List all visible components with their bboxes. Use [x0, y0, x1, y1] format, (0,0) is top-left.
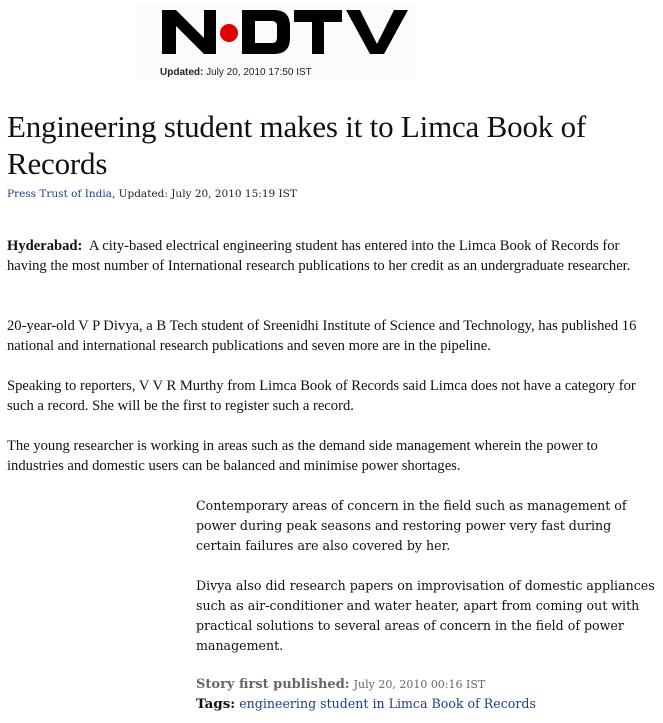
masthead-updated-label: Updated: — [160, 67, 204, 78]
paragraph-text: A city-based electrical engineering student has entered into the Limca Book of Records for having the most number of International research publications to her credit as an undergraduate researcher. — [7, 238, 631, 274]
ndtv-logo-graphic — [162, 8, 408, 56]
masthead-updated — [160, 67, 312, 78]
article-paragraph: Divya also did research papers on improvisation of domestic appliances such as air-conditioner and water heater, apart from coming out with practical solutions to several areas of concern in the field of power management. — [196, 578, 655, 653]
article-paragraph: Contemporary areas of concern in the field such as management of power during peak seasons and restoring power very fast during certain failures are also covered by her. — [196, 498, 627, 553]
tags-label: Tags: — [196, 696, 236, 712]
article-paragraph: The young researcher is working in areas such as the demand side management wherein the power to industries and domestic users can be balanced and minimise power shortages. — [7, 438, 598, 474]
logo-letter-d — [242, 10, 290, 54]
tag-link[interactable]: engineering student in Limca Book of Records — [239, 696, 536, 711]
article-dateline: Hyderabad: — [7, 238, 83, 254]
article-paragraph: Speaking to reporters, V V R Murthy from Limca Book of Records said Limca does not have a category for such a record. She will be the first to register such a record. — [7, 378, 636, 414]
article-byline — [7, 188, 297, 200]
masthead-updated-value: July 20, 2010 17:50 IST — [206, 67, 312, 78]
logo-red-dot — [220, 24, 238, 42]
article-paragraph — [7, 236, 657, 276]
ndtv-logo[interactable] — [162, 8, 408, 56]
story-first-published-label: Story first published: — [196, 677, 350, 692]
logo-letter-t — [294, 10, 342, 54]
story-first-published — [196, 676, 485, 692]
byline-source-link[interactable]: Press Trust of India — [7, 188, 112, 200]
article-paragraph: 20-year-old V P Divya, a B Tech student of Sreenidhi Institute of Science and Technology, has published 16 national and international research publications and seven more are in the pipeline. — [7, 318, 637, 354]
article-headline: Engineering student makes it to Limca Book of Records — [7, 109, 587, 181]
article-tags — [196, 696, 536, 712]
byline-separator: , — [111, 188, 116, 200]
logo-letter-n — [162, 10, 216, 54]
story-first-published-value: July 20, 2010 00:16 IST — [353, 678, 486, 691]
logo-letter-v — [346, 10, 408, 54]
byline-updated: Updated: July 20, 2010 15:19 IST — [118, 188, 297, 200]
